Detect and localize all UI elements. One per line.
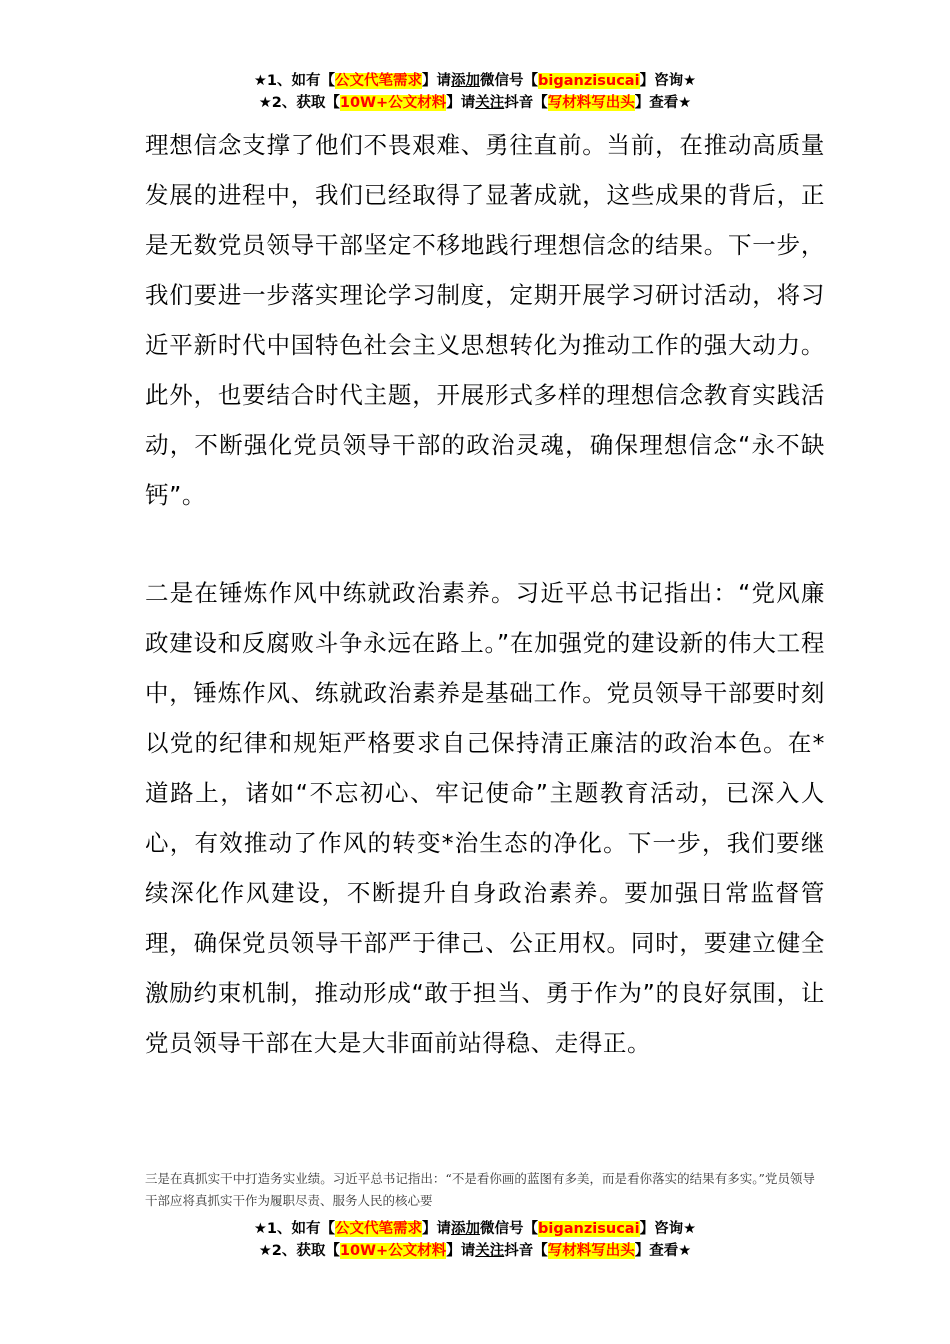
- body-paragraph-2: 二是在锤炼作风中练就政治素养。习近平总书记指出：“党风廉政建设和反腐败斗争永远在路上。”在加强党的建设新的伟大工程中，锤炼作风、练就政治素养是基础工作。党员领导干部要时刻以党的纪律和规矩严格要求自己保持清正廉洁的政治本色。在*道路上，诸如“不忘初心、牢记使命”主题教育活动，已深入人心，有效推动了作风的转变*治生态的净化。下一步，我们要继续深化作风建设，不断提升自身政治素养。要加强日常监督管理，确保党员领导干部严于律己、公正用权。同时，要建立健全激励约束机制，推动形成“敢于担当、勇于作为”的良好氛围，让党员领导干部在大是大非面前站得稳、走得正。: [145, 579, 825, 1057]
- promo-text: 】请: [446, 95, 476, 111]
- promo-highlight: 写材料写出头: [547, 1243, 635, 1259]
- promo-text: 】咨询★: [639, 1221, 697, 1237]
- promo-highlight: 公文代笔需求: [335, 73, 423, 89]
- promo-banner-bottom: [0, 1218, 950, 1262]
- body-paragraph-1: 理想信念支撑了他们不畏艰难、勇往直前。当前，在推动高质量发展的进程中，我们已经取得了显著成就，这些成果的背后，正是无数党员领导干部坚定不移地践行理想信念的结果。下一步，我们要进一步落实理论学习制度，定期开展学习研讨活动，将习近平新时代中国特色社会主义思想转化为推动工作的强大动力。此外，也要结合时代主题，开展形式多样的理想信念教育实践活动，不断强化党员领导干部的政治灵魂，确保理想信念“永不缺钙”。: [145, 131, 825, 509]
- promo-text: 】请: [422, 1221, 452, 1237]
- promo-text: 】咨询★: [639, 73, 697, 89]
- promo-text: 抖音【: [504, 1243, 548, 1259]
- promo-highlight: 写材料写出头: [547, 95, 635, 111]
- promo-text: 】查看★: [634, 1243, 692, 1259]
- promo-text: 微信号【: [480, 73, 539, 89]
- promo-line-1: [0, 70, 950, 92]
- promo-line-1: [0, 1218, 950, 1240]
- promo-highlight: 10W+公文材料: [339, 1243, 447, 1259]
- promo-text: 】请: [422, 73, 452, 89]
- promo-underline: 添加: [451, 1221, 481, 1237]
- promo-text: ★1、如有【: [253, 73, 336, 89]
- promo-underline: 关注: [475, 1243, 505, 1259]
- promo-text: ★1、如有【: [253, 1221, 336, 1237]
- promo-text: 】请: [446, 1243, 476, 1259]
- promo-text: 】查看★: [634, 95, 692, 111]
- promo-underline: 添加: [451, 73, 481, 89]
- promo-text: 抖音【: [504, 95, 548, 111]
- promo-highlight: biganzisucai: [538, 73, 640, 89]
- promo-highlight: 10W+公文材料: [339, 95, 447, 111]
- promo-line-2: [0, 1240, 950, 1262]
- promo-banner-top: [0, 70, 950, 114]
- promo-highlight: biganzisucai: [538, 1221, 640, 1237]
- promo-line-2: [0, 92, 950, 114]
- promo-text: ★2、获取【: [258, 95, 340, 111]
- body-paragraph-3-small: 三是在真抓实干中打造务实业绩。习近平总书记指出：“不是看你画的蓝图有多美，而是看你落实的结果有多实。”党员领导干部应将真抓实干作为履职尽责、服务人民的核心要: [145, 1171, 815, 1208]
- promo-text: 微信号【: [480, 1221, 539, 1237]
- promo-underline: 关注: [475, 95, 505, 111]
- promo-highlight: 公文代笔需求: [335, 1221, 423, 1237]
- promo-text: ★2、获取【: [258, 1243, 340, 1259]
